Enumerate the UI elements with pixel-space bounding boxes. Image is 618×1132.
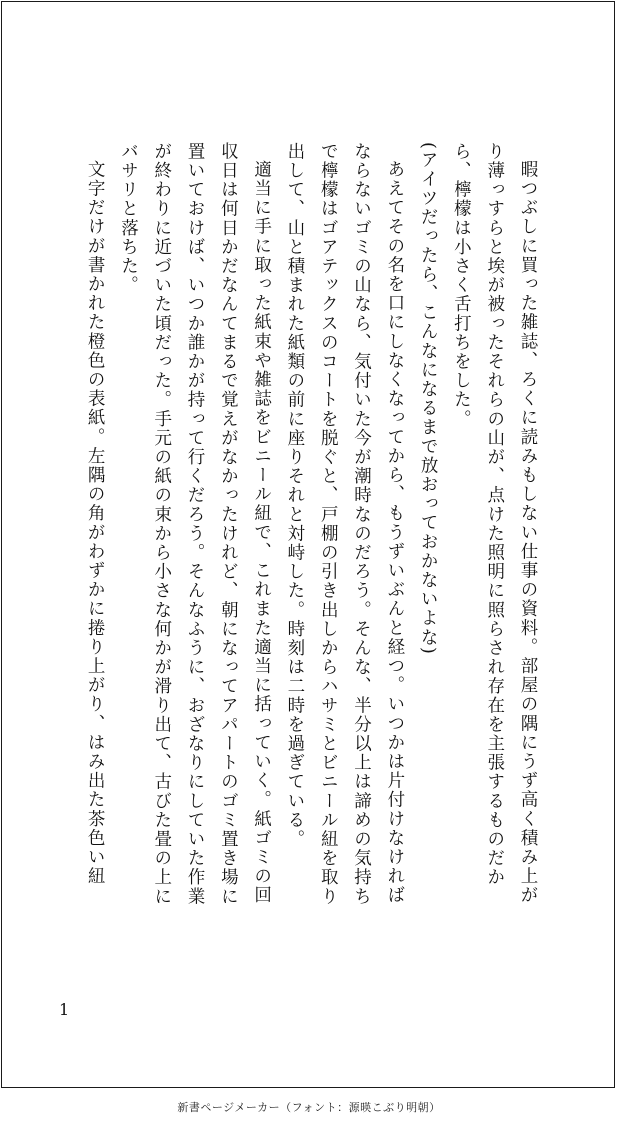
paragraph: 適当に手に取った紙束や雑誌をビニール紐で、これまた適当に括っていく。紙ゴミの回収日は何日かだなんてまるで覚えがなかったけれど、朝になってアパートのゴミ置き場に置いておけば、いつか誰かが持って行くだろう。そんなふうに、おざなりにしていた作業が終わりに近づいた頃だった。手元の紙の束から小さな何かが滑り出て、古びた畳の上にバサリと落ちた。: [118, 142, 272, 906]
page-number: 1: [59, 1000, 70, 1019]
paragraph: あえてその名を口にしなくなってから、もうずいぶんと経つ。いつかは片付けなければならないゴミの山なら、気付いた今が潮時なのだろう。そんな、半分以上は諦めの気持ちで檸檬はゴアテックスのコートを脱ぐと、戸棚の引き出しからハサミとビニール紐を取り出して、山と積まれた紙類の前に座りそれと対峙した。時刻は二時を過ぎている。: [284, 142, 405, 906]
book-page: [1, 1, 615, 1088]
vertical-text-block: [78, 142, 544, 912]
footer-credit: 新書ページメーカー（フォント：源暎こぶり明朝）: [177, 1101, 441, 1114]
paragraph: 暇つぶしに買った雑誌、ろくに読みもしない仕事の資料。部屋の隅にうず高く積み上がり薄っすらと埃が被ったそれらの山が、点けた照明に照らされ存在を主張するものだから、檸檬は小さく舌打ちをした。: [451, 142, 538, 905]
paragraph-inner-thought: (アイツだったら、こんなになるまで放おっておかないよな): [418, 142, 439, 656]
paragraph: 文字だけが書かれた橙色の表紙。左隅の角がわずかに捲り上がり、はみ出た茶色い紐: [85, 159, 106, 886]
